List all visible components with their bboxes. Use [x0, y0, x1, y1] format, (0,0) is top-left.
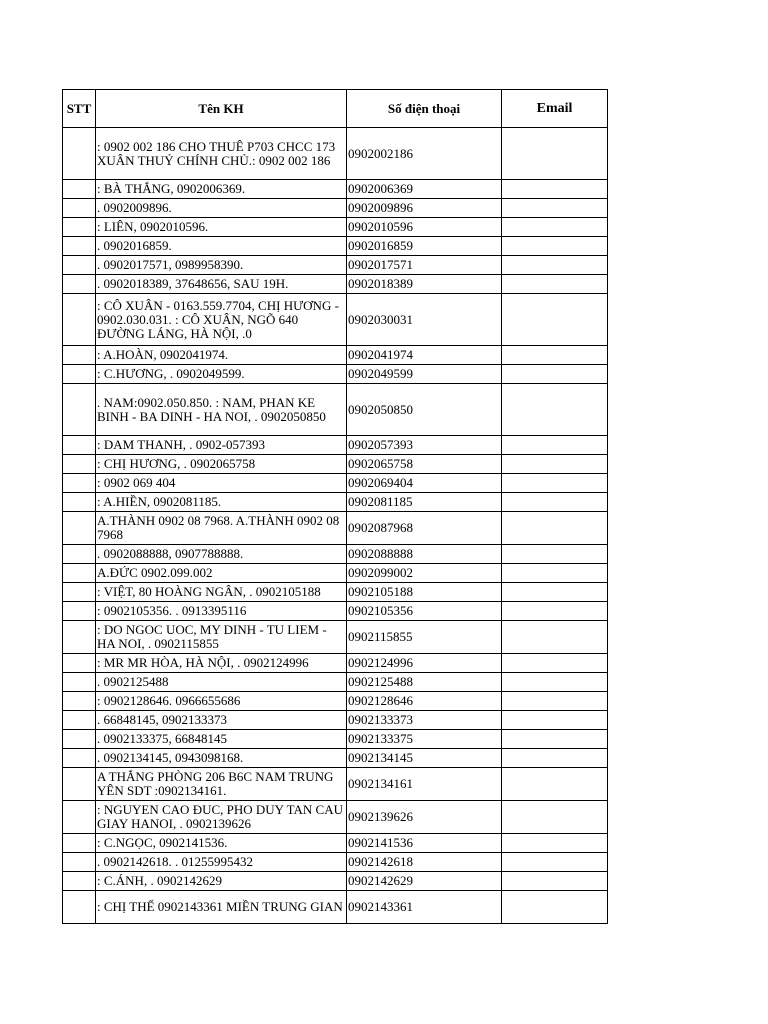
table-row: [63, 180, 608, 199]
email-cell: [502, 834, 608, 853]
customer-name-cell: A.ĐỨC 0902.099.002: [96, 564, 347, 583]
email-cell: [502, 199, 608, 218]
table-row: [63, 711, 608, 730]
stt-cell: [63, 602, 96, 621]
stt-cell: [63, 237, 96, 256]
customer-name-cell: . 0902017571, 0989958390.: [96, 256, 347, 275]
email-cell: [502, 621, 608, 654]
phone-cell: 0902065758: [347, 455, 502, 474]
email-cell: [502, 749, 608, 768]
customer-name-cell: : NGUYEN CAO ĐUC, PHO DUY TAN CAU GIAY HANOI, . 0902139626: [96, 801, 347, 834]
email-cell: [502, 455, 608, 474]
stt-cell: [63, 711, 96, 730]
phone-cell: 0902087968: [347, 512, 502, 545]
phone-cell: 0902142629: [347, 872, 502, 891]
email-cell: [502, 730, 608, 749]
email-cell: [502, 692, 608, 711]
email-cell: [502, 564, 608, 583]
customer-name-cell: A.THÀNH 0902 08 7968. A.THÀNH 0902 08 7968: [96, 512, 347, 545]
email-cell: [502, 711, 608, 730]
table-row: [63, 455, 608, 474]
phone-cell: 0902099002: [347, 564, 502, 583]
table-row: [63, 891, 608, 924]
customer-name-cell: . 0902016859.: [96, 237, 347, 256]
table-row: [63, 749, 608, 768]
customer-name-cell: . 0902018389, 37648656, SAU 19H.: [96, 275, 347, 294]
stt-cell: [63, 673, 96, 692]
stt-cell: [63, 275, 96, 294]
customer-name-cell: : 0902105356. . 0913395116: [96, 602, 347, 621]
phone-cell: 0902049599: [347, 365, 502, 384]
table-row: [63, 199, 608, 218]
table-row: [63, 493, 608, 512]
stt-cell: [63, 218, 96, 237]
stt-cell: [63, 455, 96, 474]
header-row: [63, 90, 608, 128]
phone-cell: 0902030031: [347, 294, 502, 346]
customer-name-cell: : 0902128646. 0966655686: [96, 692, 347, 711]
table-row: [63, 384, 608, 436]
phone-cell: 0902124996: [347, 654, 502, 673]
stt-cell: [63, 891, 96, 924]
table-row: [63, 365, 608, 384]
phone-cell: 0902010596: [347, 218, 502, 237]
email-cell: [502, 493, 608, 512]
phone-cell: 0902139626: [347, 801, 502, 834]
stt-cell: [63, 621, 96, 654]
table-row: [63, 768, 608, 801]
email-cell: [502, 891, 608, 924]
stt-cell: [63, 493, 96, 512]
email-cell: [502, 346, 608, 365]
table-row: [63, 673, 608, 692]
table-row: [63, 654, 608, 673]
email-cell: [502, 673, 608, 692]
phone-cell: 0902105356: [347, 602, 502, 621]
email-cell: [502, 384, 608, 436]
customer-name-cell: . 0902088888, 0907788888.: [96, 545, 347, 564]
customer-name-cell: . 0902125488: [96, 673, 347, 692]
customer-name-cell: : MR MR HÒA, HÀ NỘI, . 0902124996: [96, 654, 347, 673]
phone-cell: 0902057393: [347, 436, 502, 455]
table-row: [63, 436, 608, 455]
stt-cell: [63, 564, 96, 583]
email-cell: [502, 237, 608, 256]
customer-name-cell: : 0902 069 404: [96, 474, 347, 493]
phone-cell: 0902018389: [347, 275, 502, 294]
stt-cell: [63, 749, 96, 768]
email-cell: [502, 872, 608, 891]
table-body: [63, 128, 608, 924]
table-row: [63, 564, 608, 583]
email-cell: [502, 853, 608, 872]
stt-cell: [63, 834, 96, 853]
customer-name-cell: : DAM THANH, . 0902-057393: [96, 436, 347, 455]
customer-name-cell: : C.ÁNH, . 0902142629: [96, 872, 347, 891]
phone-cell: 0902115855: [347, 621, 502, 654]
stt-cell: [63, 346, 96, 365]
email-cell: [502, 583, 608, 602]
stt-cell: [63, 512, 96, 545]
header-email: Email: [502, 90, 608, 128]
phone-cell: 0902134145: [347, 749, 502, 768]
customer-name-cell: : C.HƯƠNG, . 0902049599.: [96, 365, 347, 384]
table-row: [63, 872, 608, 891]
email-cell: [502, 768, 608, 801]
stt-cell: [63, 199, 96, 218]
customer-name-cell: . 0902134145, 0943098168.: [96, 749, 347, 768]
table-row: [63, 294, 608, 346]
customer-name-cell: : DO NGOC UOC, MY DINH - TU LIEM - HA NOI, . 0902115855: [96, 621, 347, 654]
email-cell: [502, 436, 608, 455]
stt-cell: [63, 692, 96, 711]
phone-cell: 0902041974: [347, 346, 502, 365]
stt-cell: [63, 294, 96, 346]
stt-cell: [63, 654, 96, 673]
customer-name-cell: : LIÊN, 0902010596.: [96, 218, 347, 237]
customer-name-cell: : A.HIỀN, 0902081185.: [96, 493, 347, 512]
table-row: [63, 545, 608, 564]
customer-name-cell: . 0902009896.: [96, 199, 347, 218]
stt-cell: [63, 384, 96, 436]
customer-name-cell: : CHỊ HƯƠNG, . 0902065758: [96, 455, 347, 474]
phone-cell: 0902081185: [347, 493, 502, 512]
table-row: [63, 692, 608, 711]
stt-cell: [63, 128, 96, 180]
phone-cell: 0902143361: [347, 891, 502, 924]
customer-name-cell: . NAM:0902.050.850. : NAM, PHAN KE BINH - BA DINH - HA NOI, . 0902050850: [96, 384, 347, 436]
customer-table: [62, 89, 608, 924]
phone-cell: 0902088888: [347, 545, 502, 564]
customer-name-cell: : BÀ THẮNG, 0902006369.: [96, 180, 347, 199]
customer-name-cell: : A.HOÀN, 0902041974.: [96, 346, 347, 365]
phone-cell: 0902105188: [347, 583, 502, 602]
stt-cell: [63, 583, 96, 602]
stt-cell: [63, 872, 96, 891]
email-cell: [502, 654, 608, 673]
stt-cell: [63, 436, 96, 455]
phone-cell: 0902141536: [347, 834, 502, 853]
table-row: [63, 256, 608, 275]
table-row: [63, 853, 608, 872]
stt-cell: [63, 474, 96, 493]
table-row: [63, 474, 608, 493]
stt-cell: [63, 768, 96, 801]
table-row: [63, 602, 608, 621]
phone-cell: 0902125488: [347, 673, 502, 692]
phone-cell: 0902002186: [347, 128, 502, 180]
email-cell: [502, 218, 608, 237]
customer-name-cell: : 0902 002 186 CHO THUÊ P703 CHCC 173 XUÂN THUỶ CHÍNH CHỦ.: 0902 002 186: [96, 128, 347, 180]
email-cell: [502, 128, 608, 180]
customer-name-cell: A THẮNG PHÒNG 206 B6C NAM TRUNG YÊN SDT :0902134161.: [96, 768, 347, 801]
email-cell: [502, 801, 608, 834]
table-row: [63, 834, 608, 853]
customer-name-cell: : CHỊ THẾ 0902143361 MIỀN TRUNG GIAN: [96, 891, 347, 924]
phone-cell: 0902017571: [347, 256, 502, 275]
header-stt: STT: [63, 90, 96, 128]
email-cell: [502, 180, 608, 199]
email-cell: [502, 256, 608, 275]
email-cell: [502, 275, 608, 294]
phone-cell: 0902133373: [347, 711, 502, 730]
phone-cell: 0902128646: [347, 692, 502, 711]
table-row: [63, 621, 608, 654]
table-row: [63, 801, 608, 834]
phone-cell: 0902050850: [347, 384, 502, 436]
email-cell: [502, 545, 608, 564]
header-name: Tên KH: [96, 90, 347, 128]
stt-cell: [63, 180, 96, 199]
email-cell: [502, 602, 608, 621]
table-row: [63, 730, 608, 749]
customer-name-cell: : C.NGỌC, 0902141536.: [96, 834, 347, 853]
table-row: [63, 512, 608, 545]
customer-name-cell: : CÔ XUÂN - 0163.559.7704, CHỊ HƯƠNG - 0902.030.031. : CÔ XUÂN, NGÕ 640 ĐƯỜNG LÁNG, HÀ NỘI, .0: [96, 294, 347, 346]
table-row: [63, 275, 608, 294]
table-row: [63, 218, 608, 237]
phone-cell: 0902134161: [347, 768, 502, 801]
table-row: [63, 583, 608, 602]
phone-cell: 0902133375: [347, 730, 502, 749]
phone-cell: 0902016859: [347, 237, 502, 256]
stt-cell: [63, 730, 96, 749]
phone-cell: 0902142618: [347, 853, 502, 872]
table-row: [63, 128, 608, 180]
customer-name-cell: . 0902142618. . 01255995432: [96, 853, 347, 872]
customer-name-cell: : VIỆT, 80 HOÀNG NGÂN, . 0902105188: [96, 583, 347, 602]
customer-name-cell: . 0902133375, 66848145: [96, 730, 347, 749]
phone-cell: 0902069404: [347, 474, 502, 493]
email-cell: [502, 474, 608, 493]
stt-cell: [63, 801, 96, 834]
header-phone: Số điện thoại: [347, 90, 502, 128]
email-cell: [502, 294, 608, 346]
customer-table-container: [62, 89, 608, 924]
stt-cell: [63, 853, 96, 872]
email-cell: [502, 512, 608, 545]
email-cell: [502, 365, 608, 384]
stt-cell: [63, 256, 96, 275]
table-row: [63, 237, 608, 256]
stt-cell: [63, 545, 96, 564]
phone-cell: 0902009896: [347, 199, 502, 218]
table-row: [63, 346, 608, 365]
customer-name-cell: . 66848145, 0902133373: [96, 711, 347, 730]
stt-cell: [63, 365, 96, 384]
phone-cell: 0902006369: [347, 180, 502, 199]
